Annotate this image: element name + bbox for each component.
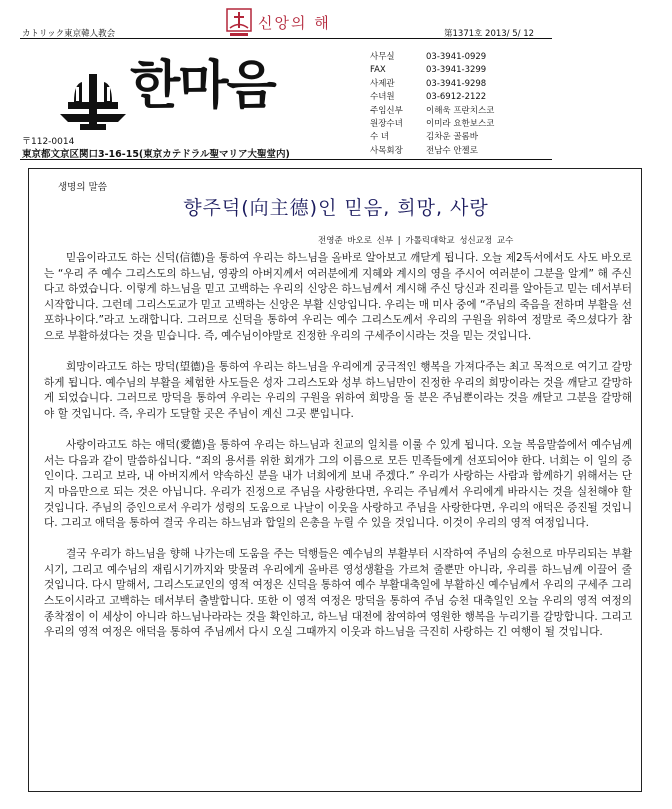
- newsletter-title: 한마음: [130, 56, 275, 116]
- contact-row: [370, 51, 494, 64]
- contact-label: 수녀원: [370, 92, 395, 103]
- article-paragraph: 믿음이라고도 하는 신덕(信德)을 통하여 우리는 하느님을 올바로 알아보고 깨닫게 됩니다. 오늘 제2독서에서도 사도 바오로는 “우리 주 예수 그리스도의 하느님, 영광의 아버지께서 여러분에게 지혜와 계시의 영을 주시어 여러분이 그분을 알게” 해 주신다고 하였습니다. 이렇게 하느님을 믿고 고백하는 우리의 신앙은 하느님께서 계시해 주신 당신과 진리를 알아듣고 믿는 데서부터 시작합니다. 그런데 그리스도교가 믿고 고백하는 신앙은 부활 신앙입니다. 우리는 매 미사 중에 “주님의 죽음을 전하며 부활을 선포하나이다.”라고 노래합니다. 그러므로 신덕을 통하여 우리는 예수 그리스도께서 우리의 구원을 위하여 정말로 죽으셨다가 참으로 부활하셨다는 것을 믿습니다. 즉, 예수님이야말로 진정한 우리의 구세주이시라는 것을 믿는 것입니다.: [44, 252, 633, 342]
- contact-label: 주임신부: [370, 105, 403, 116]
- contact-value: 이해욱 프란치스코: [426, 105, 495, 116]
- contact-value: 전남수 안젤로: [426, 145, 478, 156]
- year-of-faith-title: 신앙의 해: [258, 14, 331, 32]
- contact-row: [370, 91, 494, 104]
- contact-value: 03-6912-2122: [426, 92, 487, 103]
- article-author: 전영준 바오로 신부 | 가톨릭대학교 성신교정 교수: [318, 236, 514, 246]
- issue-number-date: 第1371호 2013/ 5/ 12: [444, 29, 535, 39]
- contact-value: 03-3941-0929: [426, 52, 487, 62]
- contact-row: [370, 105, 494, 118]
- contact-value: 김차운 골롬바: [426, 132, 478, 143]
- header-divider: [20, 38, 552, 39]
- contact-list: [370, 51, 494, 158]
- contact-label: 원장수녀: [370, 119, 403, 130]
- contact-value: 이미라 요한보스코: [426, 119, 495, 130]
- contact-value: 03-3941-9298: [426, 78, 487, 89]
- postal-code: 〒112-0014: [22, 137, 75, 147]
- contact-label: 사무실: [370, 52, 395, 62]
- address-divider: [20, 159, 552, 160]
- street-address: 東京都文京区関口3-16-15(東京カテドラル聖マリア大聖堂内): [22, 149, 290, 160]
- parish-name: カトリック東京韓人教会: [22, 29, 116, 39]
- contact-label: 사제관: [370, 78, 395, 89]
- article-paragraph: 사랑이라고도 하는 애덕(愛德)을 통하여 우리는 하느님과 친교의 일치를 이룰 수 있게 됩니다. 오늘 복음말씀에서 예수님께서는 다음과 같이 말씀하십니다. “죄의 용서를 위한 회개가 그의 이름으로 모든 민족들에게 선포되어야 한다. 너희는 이 일의 증인이다. 그리고 보라, 내 아버지께서 약속하신 분을 내가 너희에게 보내 주겠다.” 우리가 사랑하는 사람과 함께하기 위해서는 단지 마음만으로 되는 것은 아닙니다. 우리가 진정으로 주님을 사랑한다면, 우리는 주님께서 우리에게 바라시는 것을 실천해야 할 것입니다. 주님의 증인으로서 우리가 성령의 도움으로 나날이 이웃을 사랑하고 주님을 사랑한다면, 우리의 애덕은 증진될 것입니다. 그리고 애덕을 통하여 결국 우리는 하느님과 합일의 은총을 누릴 수 있을 것입니다. 이것이 우리의 영적 여정입니다.: [44, 439, 632, 530]
- section-label: 생명의 말씀: [58, 182, 107, 193]
- contact-row: [370, 64, 494, 77]
- contact-row: [370, 118, 494, 131]
- article-title: 향주덕(向主德)인 믿음, 희망, 사랑: [183, 197, 489, 219]
- contact-row: [370, 78, 494, 91]
- contact-label: 사목회장: [370, 145, 403, 156]
- article-paragraph: 결국 우리가 하느님을 향해 나가는데 도움을 주는 덕행들은 예수님의 부활부터 시작하여 주님의 승천으로 마무리되는 부활시기, 그리고 예수님의 재림시기까지와 맞물려 우리에게 올바른 영성생활을 가르쳐 줄뿐만 아니라, 우리를 하느님께 이끌어 줄 것입니다. 다시 말해서, 그리스도교인의 영적 여정은 신덕을 통하여 예수 부활대축일에 부활하신 예수님께서 우리의 구세주 그리스도이시라고 고백하는 데서부터 출발합니다. 또한 이 영적 여정은 망덕을 통하여 주님 승천 대축일인 오늘 우리의 영적 여정의 종착점이 이 세상이 아니라 하느님나라라는 것을 확인하고, 하느님 대전에 참여하여 영원한 행복을 누리기를 갈망합니다. 그리고 우리의 영적 여정은 애덕을 통하여 주님께서 다시 오실 그때까지 이웃과 하느님을 극진히 사랑하는 긴 여행이 될 것입니다.: [44, 548, 632, 639]
- article-paragraph: 희망이라고도 하는 망덕(望德)을 통하여 우리는 하느님을 우리에게 궁극적인 행복을 가져다주는 최고 목적으로 여기고 갈망하게 됩니다. 예수님의 부활을 체험한 사도들은 성자 그리스도와 성부 하느님만이 진정한 우리의 희망이라는 것을 깨닫고 갈망하게 되었습니다. 그러므로 망덕을 통하여 우리는 우리의 구원을 위하여 희망을 둘 분은 주님뿐이라는 것을 깨닫고 그분을 갈망해야 할 것입니다. 즉, 우리가 도달할 곳은 주님이 계신 그곳 뿐입니다.: [44, 361, 632, 420]
- article-body: [44, 251, 632, 656]
- year-of-faith-emblem: [226, 8, 252, 38]
- contact-label: FAX: [370, 65, 386, 76]
- contact-value: 03-3941-3299: [426, 65, 487, 76]
- contact-label: 수 녀: [370, 132, 390, 143]
- church-logo-icon: [60, 72, 126, 132]
- contact-row: [370, 145, 494, 158]
- contact-row: [370, 131, 494, 144]
